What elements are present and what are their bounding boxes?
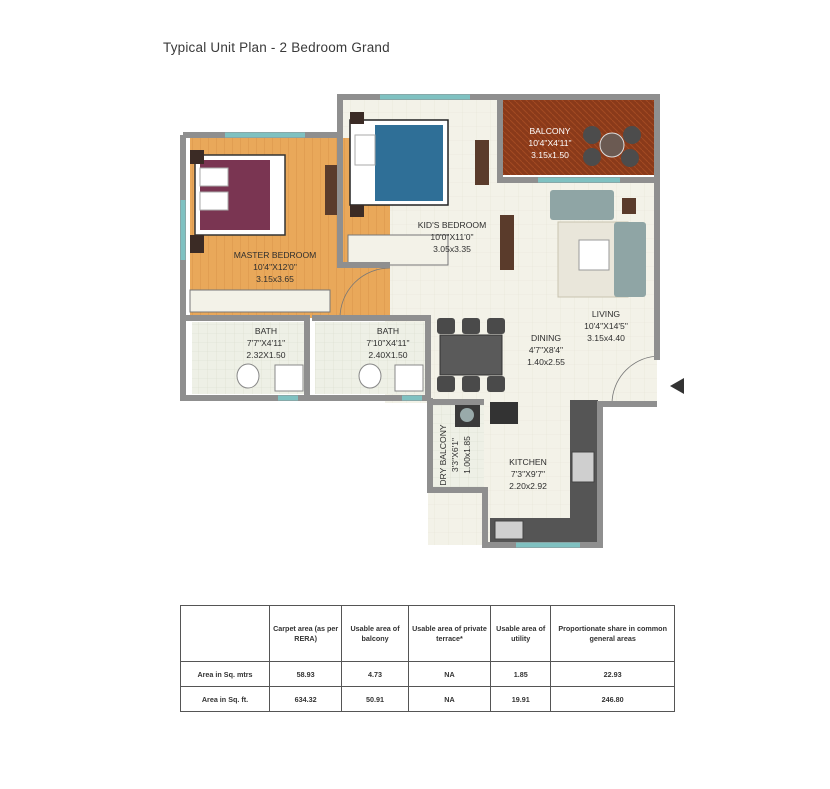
room-dim-ft: 7'10"X4'11" [366,338,410,348]
room-dim-ft: 4'7"X8'4" [528,345,564,355]
row-label: Area in Sq. mtrs [181,662,270,687]
table-header: Carpet area (as per RERA) [270,606,342,662]
room-name: LIVING [591,309,621,319]
side-table [190,150,204,164]
room-dim-m: 2.32X1.50 [246,350,286,360]
sofa [614,222,646,297]
toilet [359,364,381,388]
dining-chair [487,318,505,334]
table-cell: NA [408,662,490,687]
dining-chair [462,376,480,392]
side-table [190,235,204,253]
room-dim-ft: 10'4"X12'0" [253,262,297,272]
balcony-chair [583,126,601,144]
table-cell: 19.91 [491,687,551,712]
pillow [200,168,228,186]
row-label: Area in Sq. ft. [181,687,270,712]
table-header [181,606,270,662]
pillow [355,135,375,165]
table-header: Usable area of private terrace* [408,606,490,662]
table-cell: 58.93 [270,662,342,687]
wash-basin [275,365,303,391]
room-dim-m: 2.40X1.50 [368,350,408,360]
room-dim-m: 3.15x3.65 [256,274,294,284]
page-title: Typical Unit Plan - 2 Bedroom Grand [163,40,390,55]
side-table [350,205,364,217]
dining-chair [437,318,455,334]
dining-chair [487,376,505,392]
dining-chair [437,376,455,392]
sink [495,521,523,539]
area-table [180,605,675,712]
room-dim-ft: 10'4"X14'5" [584,321,628,331]
room-name: DRY BALCONY [438,424,448,486]
coffee-table [579,240,609,270]
room-dim-ft: 3'3"X6'1" [450,437,460,473]
table-cell: 634.32 [270,687,342,712]
study-desk [475,140,489,185]
kid-bed-cover [375,125,443,201]
balcony-chair [621,149,639,167]
room-name: KITCHEN [509,457,547,467]
table-row [181,662,675,687]
table-row [181,687,675,712]
room-dim-ft: 10'0"X11'0" [430,232,474,242]
table-cell: 50.91 [342,687,409,712]
table-cell: 22.93 [551,662,675,687]
washing-machine-drum [460,408,474,422]
room-dim-ft: 7'7"X4'11" [246,338,286,348]
room-label-dining [527,333,565,367]
wash-basin [395,365,423,391]
triangle-arrow-icon [670,378,684,394]
table-header-row [181,606,675,662]
room-name: BATH [254,326,278,336]
room-label-balcony [528,126,571,160]
room-name: DINING [530,333,562,343]
table-header: Proportionate share in common general areas [551,606,675,662]
sofa [550,190,614,220]
room-dim-m: 3.05x3.35 [433,244,471,254]
dining-table [440,335,502,375]
side-table [622,198,636,214]
room-name: BALCONY [529,126,571,136]
tv-unit [325,165,337,215]
room-dim-ft: 7'3"X9'7" [510,469,546,479]
table-cell: 246.80 [551,687,675,712]
table-cell: NA [408,687,490,712]
balcony-chair [623,126,641,144]
side-table [350,112,364,124]
balcony-chair [583,148,601,166]
hob [572,452,594,482]
dining-chair [462,318,480,334]
room-dim-m: 3.15x4.40 [587,333,625,343]
table-header: Usable area of balcony [342,606,409,662]
room-name: KID'S BEDROOM [417,220,487,230]
tv-unit [500,215,514,270]
room-dim-ft: 10'4"X4'11" [528,138,572,148]
table-cell: 4.73 [342,662,409,687]
room-dim-m: 1.00x1.85 [462,436,472,474]
pillow [200,192,228,210]
room-dim-m: 1.40x2.55 [527,357,565,367]
room-name: BATH [376,326,400,336]
table-cell: 1.85 [491,662,551,687]
room-name: MASTER BEDROOM [233,250,317,260]
balcony [502,100,654,175]
room-dim-m: 3.15x1.50 [531,150,569,160]
wardrobe [190,290,330,312]
table-header: Usable area of utility [491,606,551,662]
toilet [237,364,259,388]
room-dim-m: 2.20x2.92 [509,481,547,491]
fridge [490,402,518,424]
balcony-table [600,133,624,157]
dining-area [437,318,505,392]
room-label-kitchen [509,457,547,491]
